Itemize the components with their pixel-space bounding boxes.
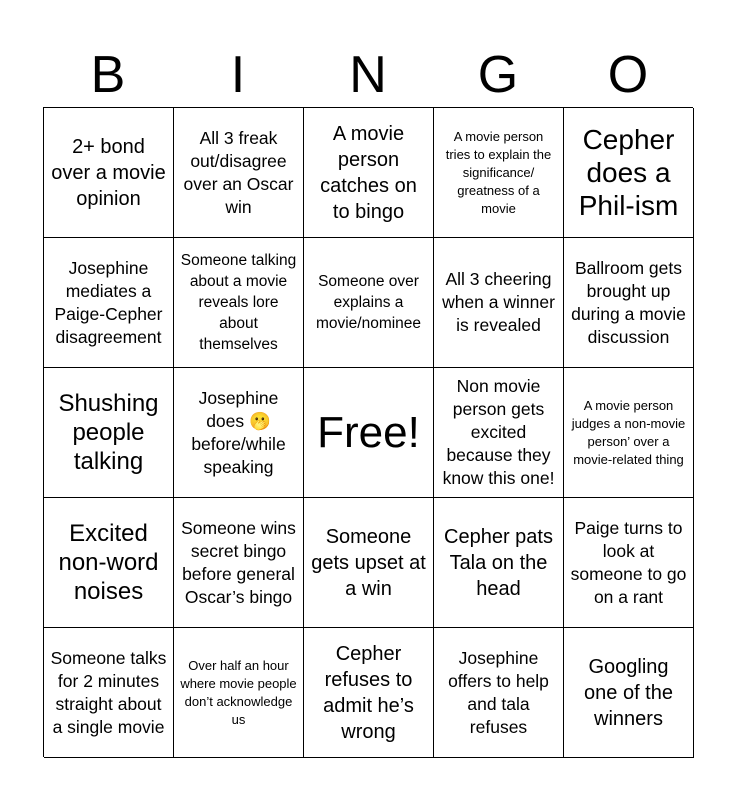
- bingo-cell-text: Someone talking about a movie reveals lore about themselves: [180, 252, 297, 353]
- bingo-grid: [43, 107, 693, 757]
- bingo-cell[interactable]: [174, 108, 304, 238]
- bingo-cell[interactable]: [174, 238, 304, 368]
- header-letter-i: I: [230, 46, 246, 104]
- bingo-cell-text: A movie person catches on to bingo: [320, 122, 417, 223]
- free-space-text: Free!: [317, 407, 420, 457]
- bingo-cell[interactable]: [434, 238, 564, 368]
- bingo-header: [43, 44, 693, 106]
- header-letter-g: G: [477, 46, 519, 104]
- free-space-cell[interactable]: [304, 368, 434, 498]
- bingo-cell[interactable]: [434, 628, 564, 758]
- bingo-cell-text: Someone over explains a movie/nominee: [315, 273, 422, 332]
- bingo-cell[interactable]: [434, 498, 564, 628]
- bingo-cell[interactable]: [44, 238, 174, 368]
- bingo-cell-text: A movie person judges a non-movie person’ over a movie-related thing: [571, 397, 686, 467]
- bingo-cell-text: Over half an hour where movie people don’t acknowledge us: [180, 657, 297, 727]
- bingo-cell[interactable]: [304, 498, 434, 628]
- bingo-cell[interactable]: [564, 368, 694, 498]
- bingo-cell-text: Ballroom gets brought up during a movie discussion: [571, 257, 686, 347]
- bingo-cell-text: Excited non-word noises: [58, 520, 159, 605]
- bingo-cell[interactable]: [44, 368, 174, 498]
- bingo-cell-text: Googling one of the winners: [584, 655, 673, 730]
- bingo-cell-text: All 3 freak out/disagree over an Oscar win: [183, 127, 294, 217]
- bingo-cell-text: Josephine offers to help and tala refuses: [448, 647, 549, 737]
- bingo-cell[interactable]: [564, 628, 694, 758]
- bingo-cell-text: Cepher pats Tala on the head: [444, 525, 553, 600]
- bingo-cell[interactable]: [434, 368, 564, 498]
- bingo-cell-text: Someone talks for 2 minutes straight about a single movie: [50, 647, 167, 737]
- header-letter-n: N: [349, 46, 387, 104]
- bingo-cell[interactable]: [44, 628, 174, 758]
- bingo-cell-text: 2+ bond over a movie opinion: [51, 135, 166, 210]
- bingo-cell[interactable]: [304, 628, 434, 758]
- bingo-cell-text: Shushing people talking: [58, 390, 159, 475]
- bingo-cell[interactable]: [564, 238, 694, 368]
- bingo-cell[interactable]: [304, 238, 434, 368]
- bingo-cell-text: Someone gets upset at a win: [311, 525, 426, 600]
- bingo-cell-text: Non movie person gets excited because they know this one!: [442, 376, 555, 488]
- bingo-cell[interactable]: [174, 498, 304, 628]
- bingo-cell[interactable]: [174, 368, 304, 498]
- bingo-cell[interactable]: [44, 108, 174, 238]
- bingo-cell-text: Josephine does 🫢 before/while speaking: [191, 387, 286, 477]
- bingo-cell[interactable]: [564, 108, 694, 238]
- bingo-cell-text: Someone wins secret bingo before general Oscar’s bingo: [181, 517, 296, 607]
- bingo-cell-text: Cepher refuses to admit he’s wrong: [323, 642, 414, 743]
- bingo-cell-text: Paige turns to look at someone to go on a rant: [570, 517, 687, 607]
- bingo-cell[interactable]: [564, 498, 694, 628]
- bingo-cell[interactable]: [174, 628, 304, 758]
- bingo-cell-text: A movie person tries to explain the significance/ greatness of a movie: [445, 128, 552, 216]
- bingo-cell-text: All 3 cheering when a winner is revealed: [442, 269, 555, 335]
- header-letter-o: O: [607, 46, 649, 104]
- bingo-cell-text: Josephine mediates a Paige-Cepher disagreement: [54, 257, 163, 347]
- bingo-cell[interactable]: [304, 108, 434, 238]
- bingo-cell[interactable]: [44, 498, 174, 628]
- bingo-cell-text: Cepher does a Phil-ism: [578, 124, 679, 221]
- header-letter-b: B: [90, 46, 126, 104]
- bingo-cell[interactable]: [434, 108, 564, 238]
